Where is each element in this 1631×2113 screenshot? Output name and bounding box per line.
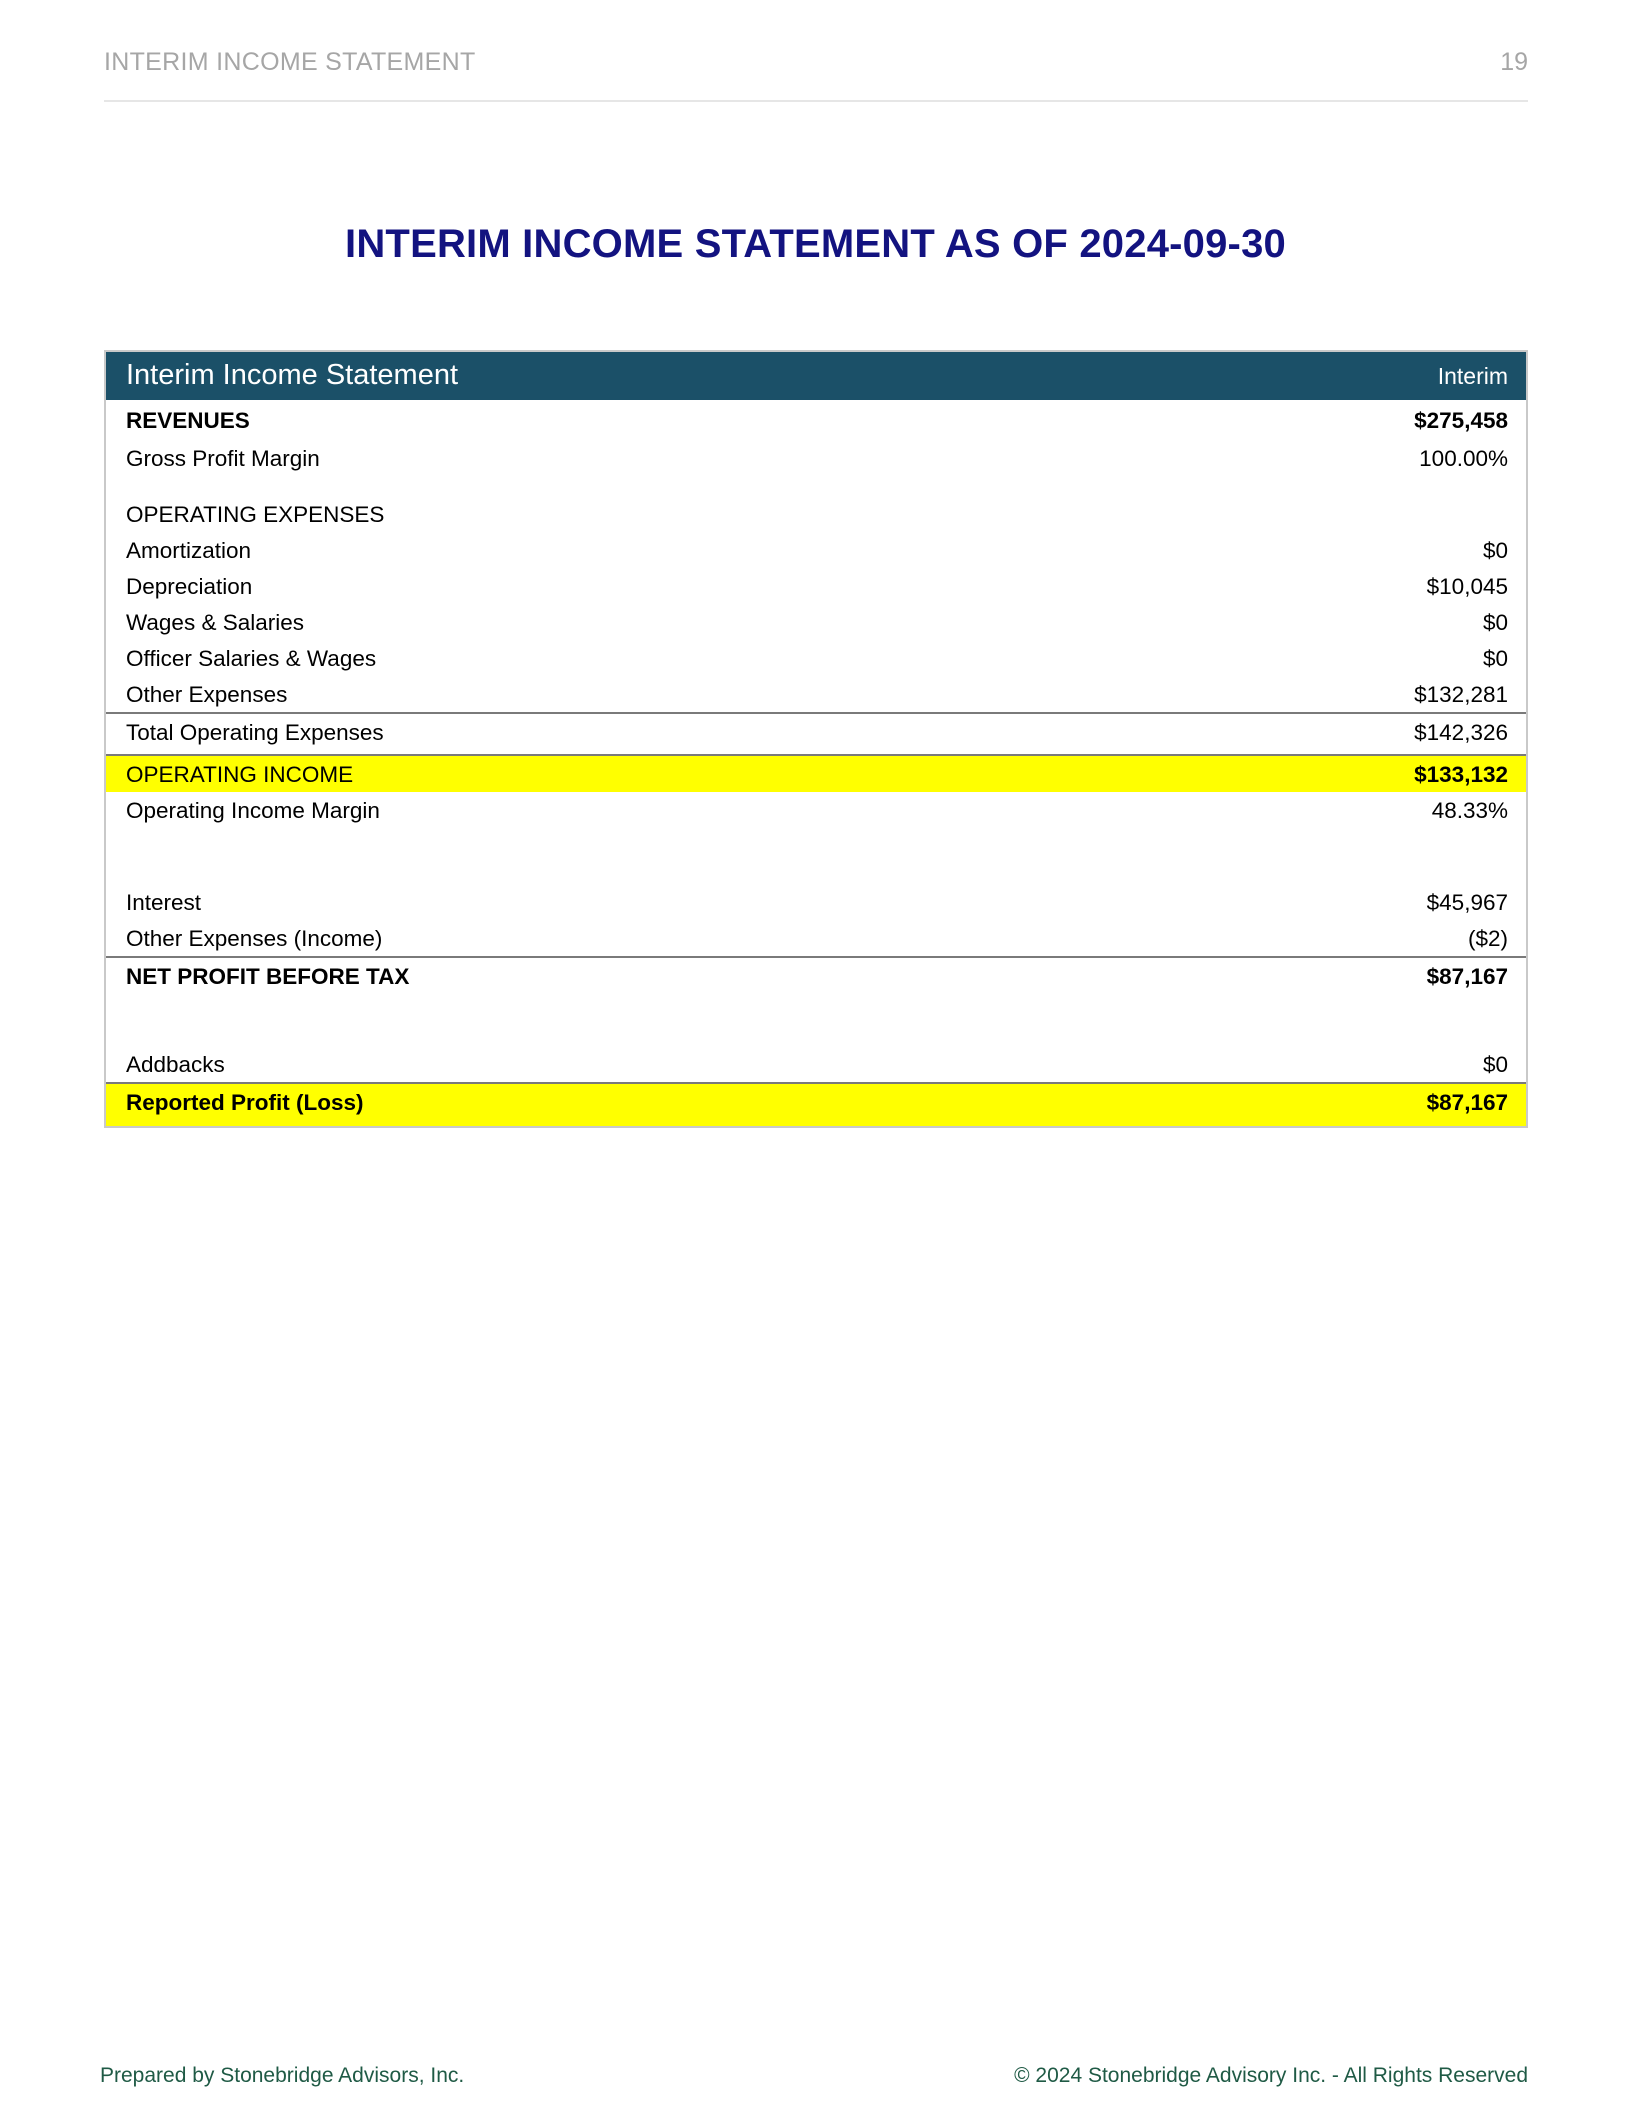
row-reported-profit xyxy=(106,1082,1526,1126)
row-label: Wages & Salaries xyxy=(126,610,304,635)
row-label: REVENUES xyxy=(126,408,250,433)
row-label: Other Expenses xyxy=(126,682,288,707)
income-statement-table xyxy=(104,350,1528,1128)
row-label: Gross Profit Margin xyxy=(126,446,320,471)
table-title: Interim Income Statement xyxy=(126,359,459,391)
row-value: 100.00% xyxy=(1419,446,1508,471)
row-gross-profit-margin xyxy=(106,440,1526,480)
document-title: INTERIM INCOME STATEMENT AS OF 2024-09-30 xyxy=(345,222,1286,266)
row-interest xyxy=(106,884,1526,920)
row-label: Amortization xyxy=(126,538,252,563)
row-depreciation xyxy=(106,568,1526,604)
row-label: NET PROFIT BEFORE TAX xyxy=(126,964,410,989)
row-value: ($2) xyxy=(1467,926,1508,951)
row-value: $0 xyxy=(1482,538,1508,563)
row-label: Operating Income Margin xyxy=(126,798,380,823)
row-other-expenses xyxy=(106,676,1526,712)
row-other-expenses-income xyxy=(106,920,1526,956)
section-heading: OPERATING EXPENSES xyxy=(126,502,385,527)
row-label: Addbacks xyxy=(126,1052,225,1077)
row-value: $132,281 xyxy=(1414,682,1508,707)
page-header xyxy=(104,48,1528,102)
running-header-title: INTERIM INCOME STATEMENT xyxy=(104,48,476,76)
row-label: Total Operating Expenses xyxy=(126,720,384,745)
row-value: $142,326 xyxy=(1414,720,1508,745)
spacer xyxy=(106,828,1526,884)
row-value: $45,967 xyxy=(1426,890,1508,915)
row-wages-salaries xyxy=(106,604,1526,640)
row-label: Interest xyxy=(126,890,202,915)
row-label: Officer Salaries & Wages xyxy=(126,646,377,671)
row-label: Depreciation xyxy=(126,574,253,599)
table-header xyxy=(106,352,1526,400)
row-value: $0 xyxy=(1482,610,1508,635)
row-label: Reported Profit (Loss) xyxy=(126,1090,364,1115)
row-addbacks xyxy=(106,1046,1526,1082)
row-officer-salaries xyxy=(106,640,1526,676)
page-number: 19 xyxy=(1500,48,1528,76)
row-total-operating-expenses xyxy=(106,712,1526,754)
row-operating-expenses-heading xyxy=(106,496,1526,532)
row-label: Other Expenses (Income) xyxy=(126,926,383,951)
row-revenues xyxy=(106,400,1526,440)
column-header-interim: Interim xyxy=(1437,363,1508,389)
row-value: $133,132 xyxy=(1414,762,1508,787)
row-value: 48.33% xyxy=(1431,798,1508,823)
row-value: $0 xyxy=(1482,1052,1508,1077)
spacer xyxy=(106,480,1526,496)
row-value: $275,458 xyxy=(1414,408,1508,433)
row-label: OPERATING INCOME xyxy=(126,762,354,787)
row-value: $87,167 xyxy=(1426,964,1508,989)
row-net-profit-before-tax xyxy=(106,956,1526,994)
spacer xyxy=(106,994,1526,1046)
row-amortization xyxy=(106,532,1526,568)
row-operating-income xyxy=(106,754,1526,792)
row-operating-income-margin xyxy=(106,792,1526,828)
footer-prepared-by: Prepared by Stonebridge Advisors, Inc. xyxy=(100,2064,465,2087)
row-value: $0 xyxy=(1482,646,1508,671)
footer-copyright: © 2024 Stonebridge Advisory Inc. - All Rights Reserved xyxy=(1014,2064,1528,2087)
row-value: $87,167 xyxy=(1426,1090,1508,1115)
row-value: $10,045 xyxy=(1426,574,1508,599)
